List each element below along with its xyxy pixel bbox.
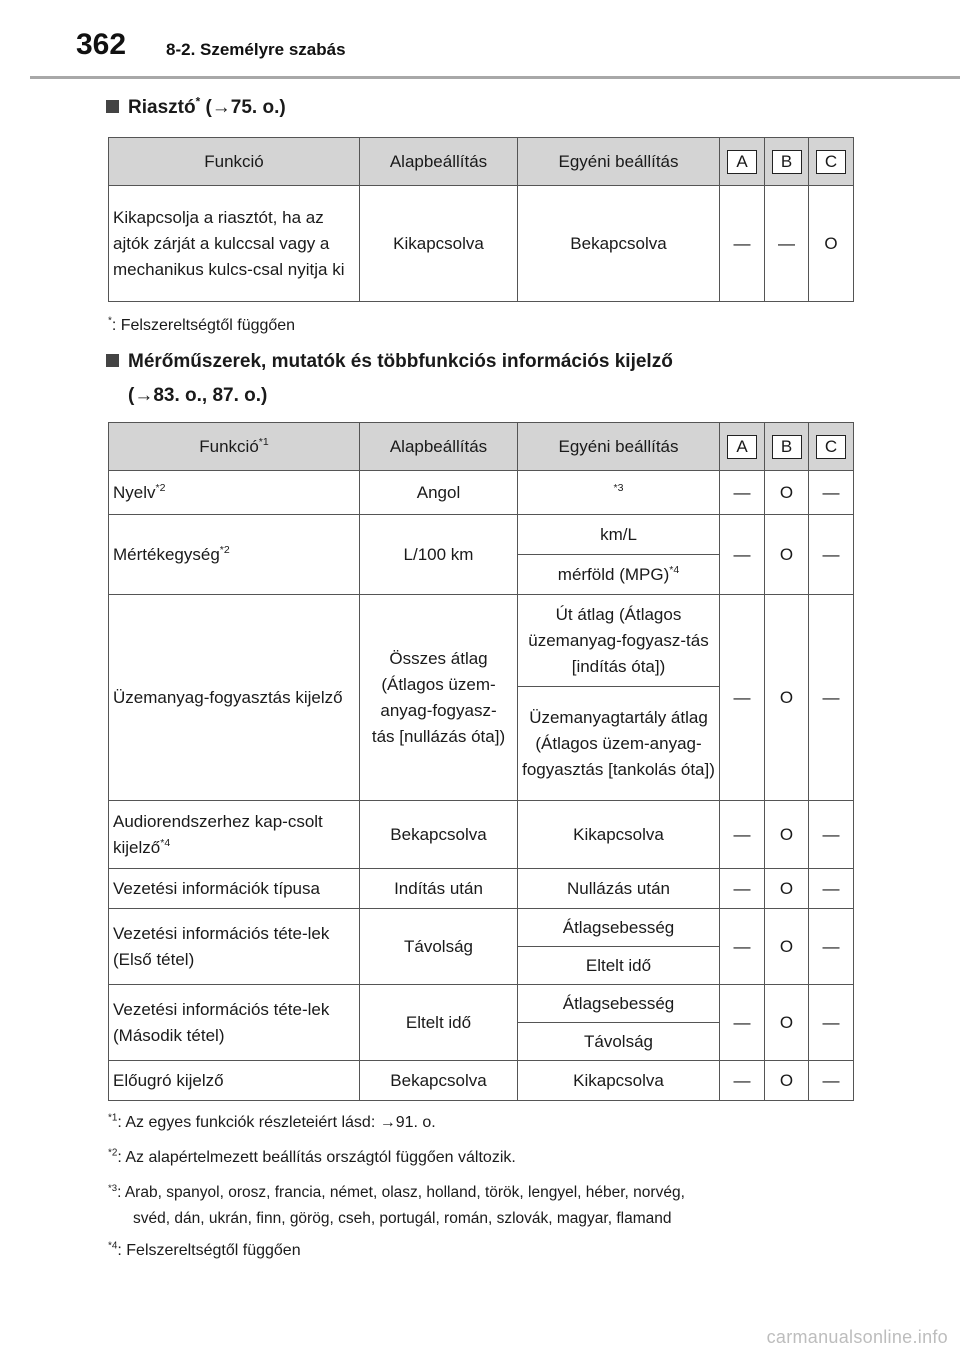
- col-header-c-box: C: [816, 150, 846, 174]
- table-row: [109, 801, 854, 869]
- footnote-text: : Felszereltségtől függően: [111, 317, 296, 334]
- col-header-a-box: A: [727, 435, 757, 459]
- header-divider: [30, 76, 960, 79]
- col-header-custom: Egyéni beállítás: [518, 423, 720, 471]
- col-header-c: [809, 138, 854, 186]
- cell-c: —: [809, 515, 854, 595]
- cell-a: —: [720, 1061, 765, 1101]
- table-header-row: [109, 138, 854, 186]
- page-number: 362: [76, 28, 127, 61]
- cell-custom: [518, 471, 720, 515]
- col-header-function-sup: *1: [258, 435, 269, 448]
- watermark: carmanualsonline.info: [766, 1327, 948, 1347]
- cell-function: [109, 515, 360, 595]
- cell-c: —: [809, 595, 854, 801]
- cell-b: O: [765, 471, 809, 515]
- chapter-title: 8-2. Személyre szabás: [166, 40, 346, 59]
- cell-a: —: [720, 909, 765, 985]
- cell-custom-option-2-text: mérföld (MPG): [557, 564, 670, 584]
- col-header-function: [109, 423, 360, 471]
- heading-text-line2: (→83. o., 87. o.): [128, 385, 268, 406]
- square-bullet-icon: [106, 354, 119, 367]
- cell-b: O: [765, 869, 809, 909]
- cell-default: Távolság: [360, 909, 518, 985]
- heading-footnote-mark: *: [195, 95, 201, 109]
- footnote-text: : Az alapértelmezett beállítás országtól függően változik.: [117, 1149, 516, 1166]
- section-heading-meters: [106, 346, 673, 378]
- cell-c: —: [809, 909, 854, 985]
- table-row: [109, 515, 854, 555]
- footnote-mark: *3: [108, 1182, 118, 1194]
- cell-c: —: [809, 471, 854, 515]
- heading-text: Riasztó: [128, 97, 196, 118]
- cell-function: [109, 801, 360, 869]
- cell-custom: Bekapcsolva: [518, 186, 720, 302]
- cell-default: Összes átlag (Átlagos üzem-anyag-fogyasz-tás [nullázás óta]): [360, 595, 518, 801]
- cell-custom-option-2: [518, 555, 720, 595]
- cell-function-sup: *2: [219, 543, 230, 556]
- cell-custom-option-2: Üzemanyagtartály átlag (Átlagos üzem-anyag-fogyasztás [tankolás óta]): [518, 687, 720, 801]
- cell-default: Bekapcsolva: [360, 1061, 518, 1101]
- footnote-2: [108, 1147, 516, 1169]
- cell-custom-option-2: Távolság: [518, 1023, 720, 1061]
- cell-b: O: [765, 1061, 809, 1101]
- cell-function-text: Nyelv: [113, 482, 156, 502]
- cell-a: —: [720, 869, 765, 909]
- cell-b: O: [765, 985, 809, 1061]
- cell-function: Előugró kijelző: [109, 1061, 360, 1101]
- col-header-b-box: B: [772, 435, 802, 459]
- cell-default: Indítás után: [360, 869, 518, 909]
- col-header-custom: Egyéni beállítás: [518, 138, 720, 186]
- table-row: [109, 869, 854, 909]
- cell-b: —: [765, 186, 809, 302]
- col-header-function-text: Funkció: [199, 436, 259, 456]
- meters-settings-table: [108, 422, 854, 1101]
- col-header-default: Alapbeállítás: [360, 423, 518, 471]
- table-header-row: [109, 423, 854, 471]
- footnote-text-continued: svéd, dán, ukrán, finn, görög, cseh, portugál, román, szlovák, magyar, flamand: [133, 1210, 672, 1227]
- cell-b: O: [765, 595, 809, 801]
- footnote-text: : Az egyes funkciók részleteiért lásd: →91. o.: [117, 1114, 436, 1131]
- cell-a: —: [720, 595, 765, 801]
- cell-function-sup: *2: [155, 481, 166, 494]
- col-header-c-box: C: [816, 435, 846, 459]
- cell-custom: Nullázás után: [518, 869, 720, 909]
- section-heading-meters-ref: [128, 380, 267, 412]
- footnote-text: : Arab, spanyol, orosz, francia, német, olasz, holland, török, lengyel, héber, norvég,: [117, 1184, 685, 1201]
- cell-function-sup: *4: [160, 836, 171, 849]
- footnote-3: [108, 1180, 685, 1232]
- cell-default: Angol: [360, 471, 518, 515]
- page-header: [0, 0, 960, 80]
- col-header-function: Funkció: [109, 138, 360, 186]
- cell-custom-option-2: Eltelt idő: [518, 947, 720, 985]
- table-row: [109, 909, 854, 947]
- heading-page-ref: (→75. o.): [200, 97, 286, 118]
- cell-custom-sup: *3: [613, 481, 624, 494]
- col-header-a: [720, 423, 765, 471]
- cell-a: —: [720, 515, 765, 595]
- cell-custom: Kikapcsolva: [518, 1061, 720, 1101]
- col-header-b: [765, 423, 809, 471]
- table-row: [109, 1061, 854, 1101]
- cell-a: —: [720, 471, 765, 515]
- alarm-settings-table: [108, 137, 854, 302]
- cell-a: —: [720, 186, 765, 302]
- col-header-a-box: A: [727, 150, 757, 174]
- cell-function-text: Mértékegység: [113, 544, 220, 564]
- col-header-default: Alapbeállítás: [360, 138, 518, 186]
- cell-default: Eltelt idő: [360, 985, 518, 1061]
- col-header-a: [720, 138, 765, 186]
- cell-function: Vezetési információk típusa: [109, 869, 360, 909]
- cell-function: Üzemanyag-fogyasztás kijelző: [109, 595, 360, 801]
- cell-function: [109, 471, 360, 515]
- col-header-b-box: B: [772, 150, 802, 174]
- cell-c: —: [809, 1061, 854, 1101]
- col-header-b: [765, 138, 809, 186]
- cell-custom-option-1: Átlagsebesség: [518, 909, 720, 947]
- footnote-mark: *2: [108, 1147, 118, 1159]
- cell-function: Kikapcsolja a riasztót, ha az ajtók zárját a kulccsal vagy a mechanikus kulcs-csal nyitja ki: [109, 186, 360, 302]
- cell-custom-option-2-sup: *4: [669, 563, 680, 576]
- square-bullet-icon: [106, 100, 119, 113]
- cell-a: —: [720, 985, 765, 1061]
- cell-c: O: [809, 186, 854, 302]
- cell-function: Vezetési információs téte-lek (Második tétel): [109, 985, 360, 1061]
- col-header-c: [809, 423, 854, 471]
- cell-default: Bekapcsolva: [360, 801, 518, 869]
- cell-custom: Kikapcsolva: [518, 801, 720, 869]
- cell-b: O: [765, 515, 809, 595]
- table-row: [109, 186, 854, 302]
- cell-a: —: [720, 801, 765, 869]
- cell-function: Vezetési információs téte-lek (Első tétel): [109, 909, 360, 985]
- cell-b: O: [765, 909, 809, 985]
- section-heading-riaszto: [106, 92, 286, 124]
- cell-default: L/100 km: [360, 515, 518, 595]
- heading-text-line1: Mérőműszerek, mutatók és többfunkciós információs kijelző: [128, 351, 673, 372]
- table-row: [109, 985, 854, 1023]
- footnote-mark: *: [108, 315, 112, 327]
- footnote-1: [108, 1112, 436, 1134]
- footnote-mark: *1: [108, 1112, 118, 1124]
- footnote: [108, 315, 295, 337]
- cell-c: —: [809, 869, 854, 909]
- table-row: [109, 595, 854, 687]
- cell-default: Kikapcsolva: [360, 186, 518, 302]
- cell-function-text: Audiorendszerhez kap-csolt kijelző: [113, 811, 323, 857]
- cell-c: —: [809, 801, 854, 869]
- footnote-text: : Felszereltségtől függően: [117, 1242, 301, 1259]
- cell-custom-option-1: Átlagsebesség: [518, 985, 720, 1023]
- footnote-4: [108, 1240, 301, 1262]
- cell-custom-option-1: Út átlag (Átlagos üzemanyag-fogyasz-tás [indítás óta]): [518, 595, 720, 687]
- table-row: [109, 471, 854, 515]
- cell-c: —: [809, 985, 854, 1061]
- cell-b: O: [765, 801, 809, 869]
- cell-custom-option-1: km/L: [518, 515, 720, 555]
- footnote-mark: *4: [108, 1240, 118, 1252]
